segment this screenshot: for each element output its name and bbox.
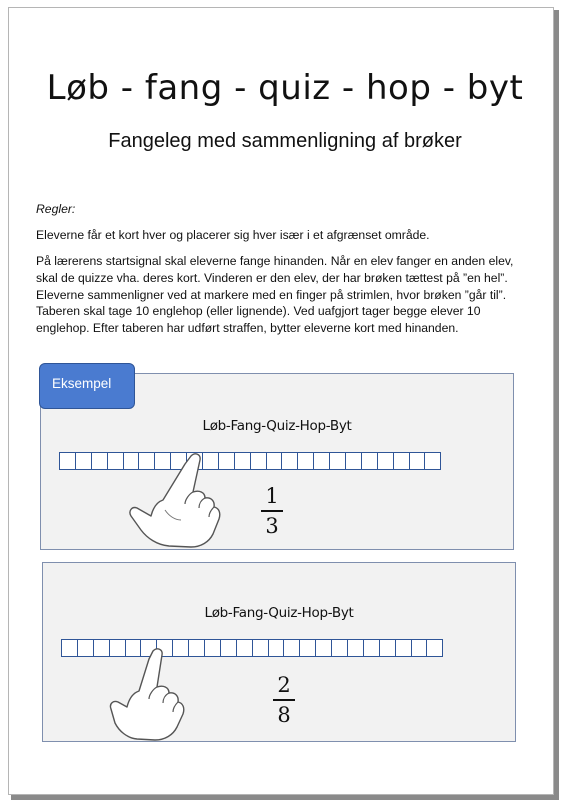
- fraction-numerator: 1: [265, 484, 279, 508]
- fraction-numerator: 2: [277, 673, 291, 697]
- fraction: [260, 484, 284, 538]
- strip-cell: [426, 639, 443, 657]
- strip-cell: [377, 452, 394, 470]
- example-card-2: [42, 562, 516, 742]
- strip-cell: [281, 452, 298, 470]
- strip-cell: [411, 639, 428, 657]
- strip-cell: [363, 639, 380, 657]
- strip-cell: [234, 452, 251, 470]
- strip-cell: [188, 639, 205, 657]
- strip-cell: [424, 452, 441, 470]
- strip-cell: [331, 639, 348, 657]
- example-tab: Eksempel: [39, 363, 135, 409]
- page-subtitle: Fangeleg med sammenligning af brøker: [108, 130, 462, 152]
- strip-cell: [315, 639, 332, 657]
- strip-cell: [409, 452, 426, 470]
- strip-cell: [61, 639, 78, 657]
- strip-cell: [329, 452, 346, 470]
- strip-cell: [220, 639, 237, 657]
- strip-cell: [250, 452, 267, 470]
- strip-cell: [204, 639, 221, 657]
- strip-cell: [313, 452, 330, 470]
- fraction-denominator: 8: [277, 702, 291, 727]
- fraction: [272, 673, 296, 727]
- strip-cell: [107, 452, 124, 470]
- fraction-denominator: 3: [265, 513, 279, 538]
- strip-cell: [252, 639, 269, 657]
- fraction-bar: [273, 699, 295, 701]
- strip-cell: [393, 452, 410, 470]
- strip-cell: [345, 452, 362, 470]
- strip-cell: [395, 639, 412, 657]
- strip-cell: [75, 452, 92, 470]
- fraction-strip: [59, 452, 441, 470]
- strip-cell: [93, 639, 110, 657]
- strip-cell: [361, 452, 378, 470]
- strip-cell: [268, 639, 285, 657]
- strip-cell: [299, 639, 316, 657]
- strip-cell: [297, 452, 314, 470]
- page-title: Løb - fang - quiz - hop - byt: [46, 68, 524, 108]
- rules-paragraph-1: Eleverne får et kort hver og placerer sig hver især i et afgrænset område.: [36, 228, 430, 242]
- pointing-hand-icon: [129, 450, 221, 550]
- strip-cell: [77, 639, 94, 657]
- strip-cell: [347, 639, 364, 657]
- strip-label: Løb-Fang-Quiz-Hop-Byt: [204, 605, 354, 621]
- strip-cell: [59, 452, 76, 470]
- strip-cell: [266, 452, 283, 470]
- strip-cell: [379, 639, 396, 657]
- strip-cell: [91, 452, 108, 470]
- strip-label: Løb-Fang-Quiz-Hop-Byt: [202, 418, 352, 434]
- fraction-bar: [261, 510, 283, 512]
- rules-heading: Regler:: [36, 202, 76, 216]
- strip-cell: [283, 639, 300, 657]
- pointing-hand-icon: [109, 647, 189, 743]
- rules-paragraph-2: På lærerens startsignal skal eleverne fange hinanden. Når en elev fanger en anden elev, skal de quizze vha. deres kort. Vinderen er den elev, der har brøken tættest på ”en hel”. Eleverne sammenligner ved at markere med en finger på strimlen, hvor brøken ”går til”. Taberen skal tage 10 englehop (eller lignende). Ved uafgjort tager begge elever 10 englehop. Efter taberen har udført straffen, bytter eleverne kort med hinanden.: [36, 254, 514, 336]
- strip-cell: [236, 639, 253, 657]
